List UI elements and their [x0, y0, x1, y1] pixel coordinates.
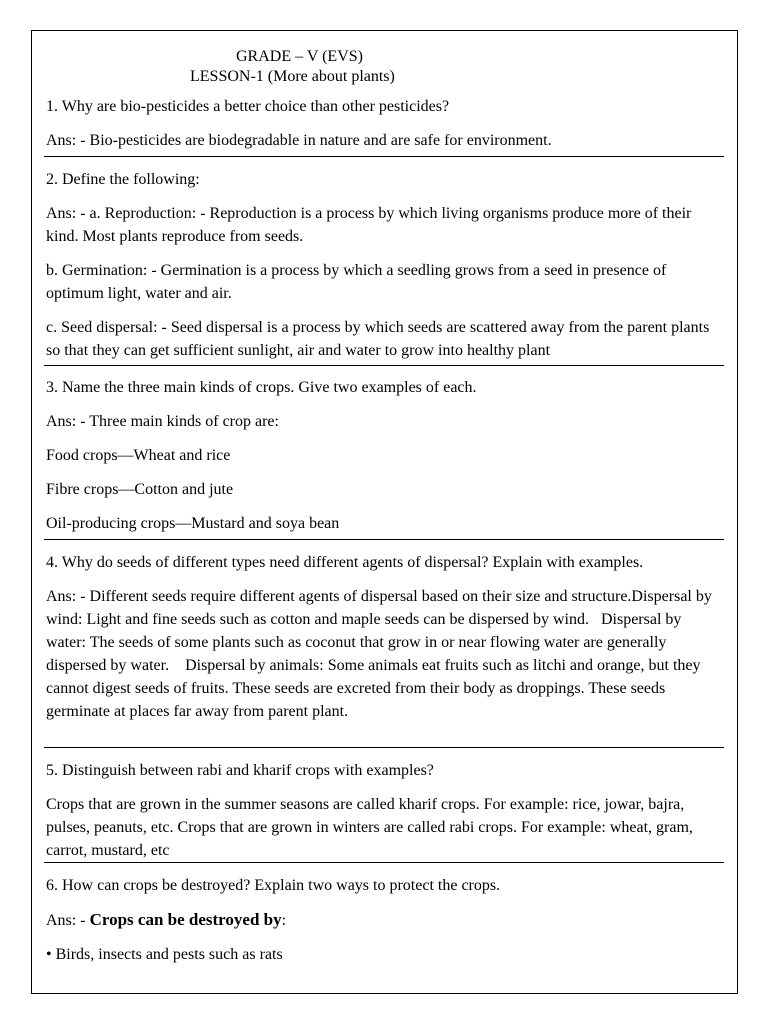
answer-5: Crops that are grown in the summer seasons are called kharif crops. For example: rice, jowar, bajra, pulses, peanuts, etc. Crops that are grown in winters are called rabi crops. For example: wheat, gram, carrot, mustard, etc: [46, 796, 693, 859]
question-5: 5. Distinguish between rabi and kharif crops with examples?: [46, 762, 434, 779]
question-4: 4. Why do seeds of different types need different agents of dispersal? Explain with examples.: [46, 554, 644, 571]
question-6: 6. How can crops be destroyed? Explain two ways to protect the crops.: [46, 877, 501, 894]
question-3-block: [46, 376, 724, 535]
answer-1: Ans: - Bio-pesticides are biodegradable in nature and are safe for environment.: [46, 132, 552, 149]
question-1: 1. Why are bio-pesticides a better choice than other pesticides?: [46, 98, 450, 115]
divider: [44, 862, 724, 863]
crop-item-food: Food crops—Wheat and rice: [46, 447, 231, 464]
lesson-title: LESSON-1 (More about plants): [190, 68, 395, 85]
answer-4: Ans: - Different seeds require different agents of dispersal based on their size and structure.Dispersal by wind: Light and fine seeds such as cotton and maple seeds can be dispersed by wind. Dispersal by water: The seeds of some plants such as coconut that grow in or near flowing water are generally dispersed by water. Dispersal by animals: Some animals eat fruits such as litchi and orange, but they cannot digest seeds of fruits. These seeds are excreted from their body as droppings. These seeds germinate at places far away from parent plant.: [46, 588, 716, 720]
question-2-block: [46, 168, 724, 362]
answer-6-suffix: :: [281, 912, 287, 929]
page-frame: [31, 30, 738, 994]
divider: [44, 156, 724, 157]
answer-2a: Ans: - a. Reproduction: - Reproduction is a process by which living organisms produce more of their kind. Most plants reproduce from seeds.: [46, 205, 692, 245]
answer-6-prefix: Ans: -: [46, 912, 90, 929]
question-2: 2. Define the following:: [46, 171, 200, 188]
question-1-block: [46, 95, 724, 152]
answer-2c: c. Seed dispersal: - Seed dispersal is a process by which seeds are scattered away from the parent plants so that they can get sufficient sunlight, air and water to grow into healthy plant: [46, 319, 710, 359]
divider: [44, 747, 724, 748]
bullet-item: • Birds, insects and pests such as rats: [46, 946, 283, 963]
question-6-block: [46, 874, 724, 966]
answer-2b: b. Germination: - Germination is a process by which a seedling grows from a seed in presence of optimum light, water and air.: [46, 262, 667, 302]
answer-3-intro: Ans: - Three main kinds of crop are:: [46, 413, 279, 430]
answer-6-bold: Crops can be destroyed by: [89, 910, 282, 929]
crop-item-oil: Oil-producing crops—Mustard and soya bean: [46, 515, 340, 532]
question-4-block: [46, 551, 724, 723]
question-5-block: [46, 759, 724, 862]
answer-6: [46, 908, 724, 932]
divider: [44, 539, 724, 540]
crop-item-fibre: Fibre crops—Cotton and jute: [46, 481, 234, 498]
grade-title: GRADE – V (EVS): [236, 48, 363, 65]
question-3: 3. Name the three main kinds of crops. Give two examples of each.: [46, 379, 477, 396]
divider: [44, 365, 724, 366]
